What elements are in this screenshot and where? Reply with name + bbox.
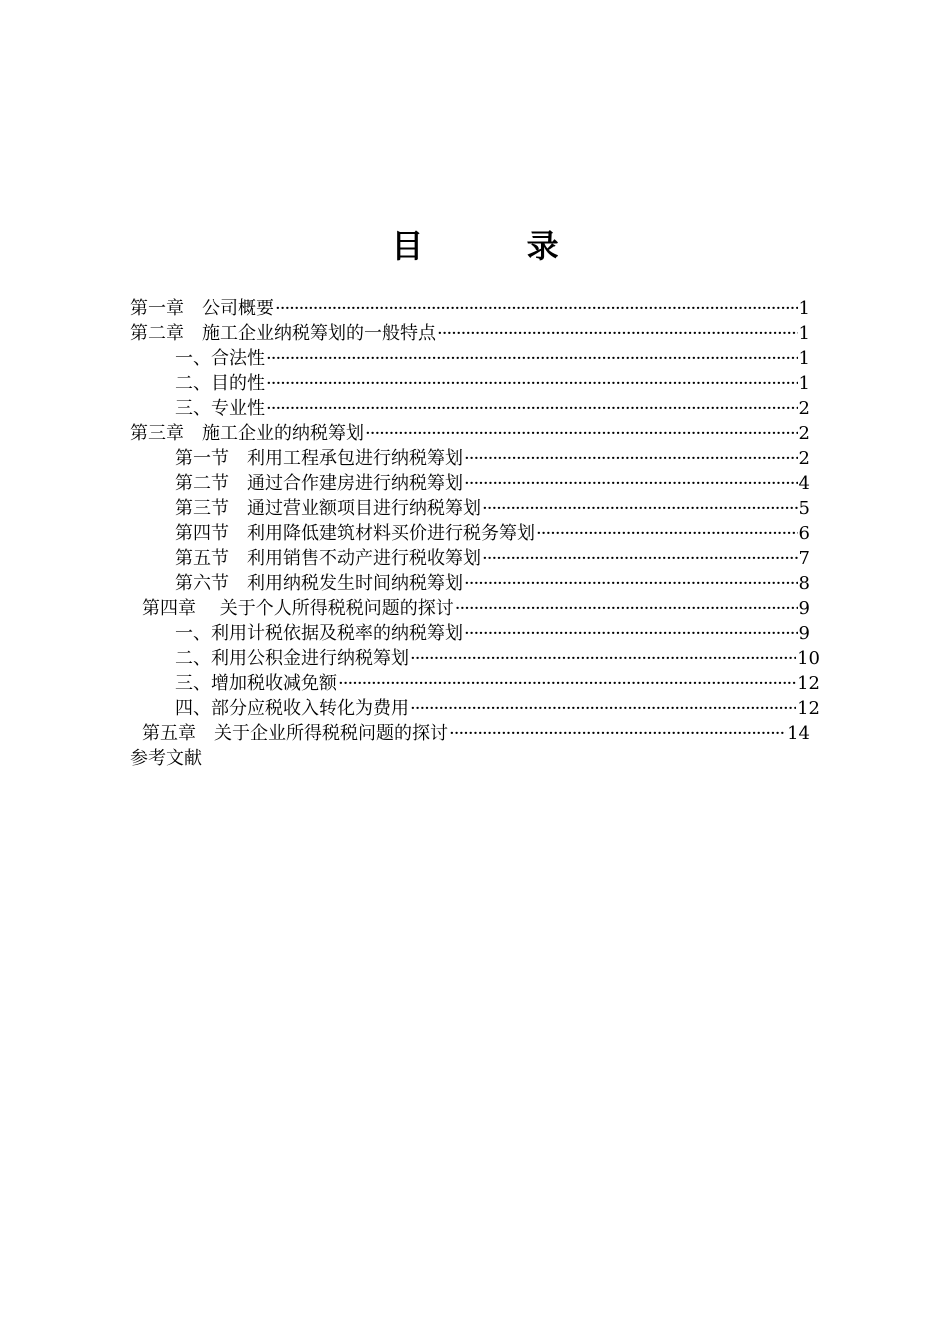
- toc-entry[interactable]: [175, 621, 810, 646]
- toc-page-number: 2: [798, 448, 810, 469]
- toc-entry-text: 三、增加税收减免额: [175, 673, 337, 694]
- toc-page-number: 1: [798, 373, 810, 394]
- toc-leader: [266, 346, 798, 371]
- toc-page-number: 5: [798, 498, 810, 519]
- toc-page-number: 1: [798, 348, 810, 369]
- toc-entry[interactable]: [175, 446, 810, 471]
- toc-leader: [464, 571, 798, 596]
- toc-page-number: 7: [798, 548, 810, 569]
- toc-entry[interactable]: [175, 496, 810, 521]
- toc-entry-text: 第三章 施工企业的纳税筹划: [130, 423, 364, 444]
- toc-entry[interactable]: [142, 721, 810, 746]
- toc-entry-text: 三、专业性: [175, 398, 265, 419]
- toc-leader: [266, 396, 798, 421]
- toc-leader: [536, 521, 798, 546]
- toc-leader: [437, 321, 798, 346]
- toc-page-number: 6: [798, 523, 810, 544]
- toc-page-number: 8: [798, 573, 810, 594]
- toc-entry-text: 第一章 公司概要: [130, 298, 274, 319]
- toc-entry-text: 四、部分应税收入转化为费用: [175, 698, 409, 719]
- toc-entry[interactable]: [175, 471, 810, 496]
- toc-entry-text: 第四节 利用降低建筑材料买价进行税务筹划: [175, 523, 535, 544]
- toc-page-number: 10: [797, 648, 820, 669]
- toc-page-number: 9: [798, 623, 810, 644]
- toc-entry-text: 第二章 施工企业纳税筹划的一般特点: [130, 323, 436, 344]
- toc-page-number: 2: [798, 398, 810, 419]
- toc-page-number: 12: [797, 673, 820, 694]
- toc-leader: [464, 471, 798, 496]
- toc-entry[interactable]: [175, 646, 820, 671]
- toc-page-number: 2: [798, 423, 810, 444]
- toc-page-number: 9: [798, 598, 810, 619]
- toc-page-number: 4: [798, 473, 810, 494]
- toc-leader: [455, 596, 798, 621]
- toc-entry-text: 二、利用公积金进行纳税筹划: [175, 648, 409, 669]
- toc-leader: [482, 496, 798, 521]
- toc-entry-text: 第六节 利用纳税发生时间纳税筹划: [175, 573, 463, 594]
- toc-leader: [275, 296, 798, 321]
- toc-leader: [266, 371, 798, 396]
- toc-leader: [464, 446, 798, 471]
- toc-leader: [365, 421, 798, 446]
- toc-entry-text: 第五节 利用销售不动产进行税收筹划: [175, 548, 481, 569]
- toc-page-number: 14: [787, 723, 810, 744]
- toc-leader: [482, 546, 798, 571]
- toc-entry-text: 第一节 利用工程承包进行纳税筹划: [175, 448, 463, 469]
- toc-page-number: 12: [797, 698, 820, 719]
- toc-entry-text: 第二节 通过合作建房进行纳税筹划: [175, 473, 463, 494]
- toc-entry[interactable]: [175, 671, 820, 696]
- toc-entry[interactable]: [175, 371, 810, 396]
- toc-entry[interactable]: [142, 596, 810, 621]
- toc-entry-text: 一、合法性: [175, 348, 265, 369]
- toc-leader: [464, 621, 798, 646]
- toc-leader: [338, 671, 796, 696]
- toc-page-number: 1: [798, 298, 810, 319]
- toc-entry-text: 第四章 关于个人所得税税问题的探讨: [142, 598, 454, 619]
- toc-entry-text: 二、目的性: [175, 373, 265, 394]
- toc-entry[interactable]: [175, 546, 810, 571]
- toc-entry-text: 一、利用计税依据及税率的纳税筹划: [175, 623, 463, 644]
- toc-entry[interactable]: [130, 296, 810, 321]
- toc-leader: [449, 721, 786, 746]
- references-entry[interactable]: 参考文献: [130, 748, 202, 769]
- toc-entry[interactable]: [130, 421, 810, 446]
- toc-leader: [410, 646, 796, 671]
- toc-entry-text: 第三节 通过营业额项目进行纳税筹划: [175, 498, 481, 519]
- toc-page-number: 1: [798, 323, 810, 344]
- toc-entry[interactable]: [175, 521, 810, 546]
- toc-leader: [410, 696, 796, 721]
- toc-entry[interactable]: [130, 321, 810, 346]
- page-title: 目 录: [391, 227, 605, 265]
- toc-entry-text: 第五章 关于企业所得税税问题的探讨: [142, 723, 448, 744]
- toc-entry[interactable]: [175, 696, 820, 721]
- toc-entry[interactable]: [175, 396, 810, 421]
- toc-entry[interactable]: [175, 346, 810, 371]
- toc-entry[interactable]: [175, 571, 810, 596]
